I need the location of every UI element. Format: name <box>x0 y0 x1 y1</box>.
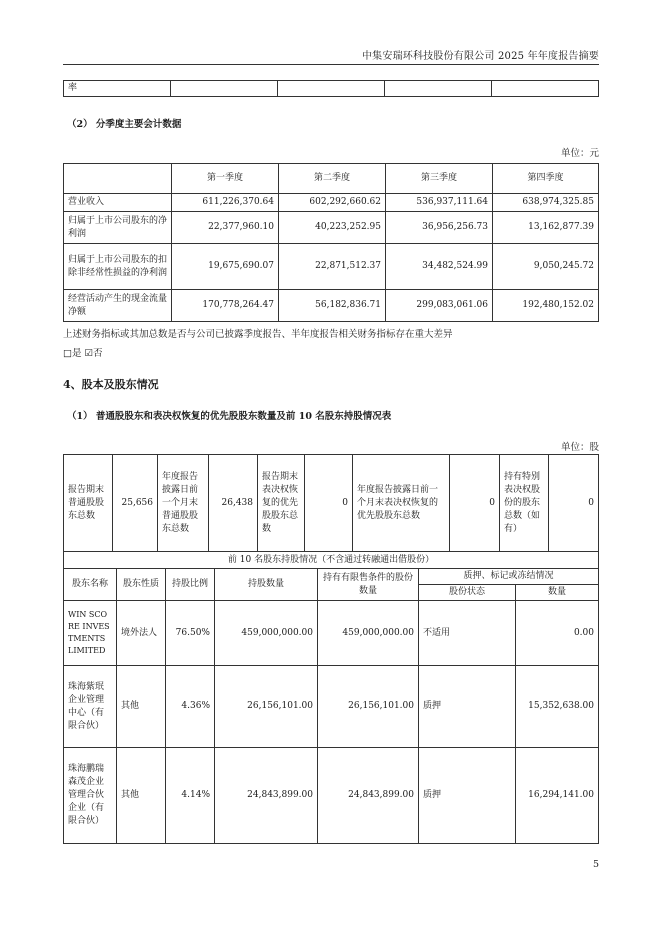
holder-restricted: 459,000,000.00 <box>318 601 419 666</box>
shareholder-summary-table <box>63 454 599 552</box>
col-q4: 第四季度 <box>493 164 599 194</box>
table-row: 经营活动产生的现金流量净额 170,778,264.47 56,182,836.71 299,083,061.06 192,480,152.02 <box>64 290 599 322</box>
holder-pledge-status: 不适用 <box>419 601 516 666</box>
summary-label-3: 报告期末表决权恢复的优先股股东总数 <box>258 455 305 552</box>
col-holding-qty: 持股数量 <box>215 569 318 601</box>
summary-value-4: 0 <box>450 455 500 552</box>
holder-nature: 其他 <box>117 666 166 748</box>
top10-title: 前 10 名股东持股情况（不含通过转融通出借股份） <box>64 552 599 569</box>
table-row <box>64 601 599 666</box>
holder-name: 珠海紫珉企业管理中心（有限合伙） <box>64 666 117 748</box>
col-q2: 第二季度 <box>279 164 386 194</box>
col-holder-nature: 股东性质 <box>117 569 166 601</box>
holder-name: WIN SCORE INVESTMENTS LIMITED <box>64 601 117 666</box>
col-pledge-status: 股份状态 <box>419 585 516 601</box>
holder-pledge-qty: 16,294,141.00 <box>516 748 599 844</box>
summary-label-1: 报告期末普通股股东总数 <box>64 455 113 552</box>
quarterly-unit: 单位：元 <box>560 148 599 159</box>
table-row <box>64 666 599 748</box>
summary-value-1: 25,656 <box>113 455 158 552</box>
table-row <box>64 748 599 844</box>
top10-shareholders-table <box>63 551 599 844</box>
summary-row <box>64 455 599 552</box>
holder-ratio: 76.50% <box>166 601 215 666</box>
summary-label-4: 年度报告披露日前一个月末表决权恢复的优先股股东总数 <box>353 455 450 552</box>
holder-ratio: 4.14% <box>166 748 215 844</box>
holder-nature: 其他 <box>117 748 166 844</box>
holder-ratio: 4.36% <box>166 666 215 748</box>
summary-label-5: 持有特别表决权股份的股东总数（如有） <box>500 455 549 552</box>
holder-restricted: 24,843,899.00 <box>318 748 419 844</box>
quarterly-heading: （2） 分季度主要会计数据 <box>67 119 182 130</box>
shares-subheading: （1） 普通股股东和表决权恢复的优先股股东数量及前 10 名股东持股情况表 <box>67 411 392 422</box>
col-q3: 第三季度 <box>386 164 493 194</box>
summary-value-3: 0 <box>305 455 353 552</box>
quarterly-note: 上述财务指标或其加总数是否与公司已披露季度报告、半年度报告相关财务指标存在重大差异 <box>63 329 453 340</box>
summary-value-2: 26,438 <box>209 455 258 552</box>
holder-qty: 24,843,899.00 <box>215 748 318 844</box>
fragment-label: 率 <box>64 81 171 97</box>
holder-restricted: 26,156,101.00 <box>318 666 419 748</box>
col-pledge-group: 质押、标记或冻结情况 <box>419 569 599 585</box>
quarterly-header-row <box>64 164 599 194</box>
page-header-title: 中集安瑞环科技股份有限公司 2025 年年度报告摘要 <box>361 51 599 62</box>
table-row: 归属于上市公司股东的净利润 22,377,960.10 40,223,252.95 36,956,256.73 13,162,877.39 <box>64 212 599 244</box>
col-pledge-qty: 数量 <box>516 585 599 601</box>
table-row: 营业收入 611,226,370.64 602,292,660.62 536,937,111.64 638,974,325.85 <box>64 194 599 212</box>
col-holder-name: 股东名称 <box>64 569 117 601</box>
holder-qty: 459,000,000.00 <box>215 601 318 666</box>
table-row: 归属于上市公司股东的扣除非经常性损益的净利润 19,675,690.07 22,871,512.37 34,482,524.99 9,050,245.72 <box>64 244 599 290</box>
holder-qty: 26,156,101.00 <box>215 666 318 748</box>
holder-pledge-status: 质押 <box>419 666 516 748</box>
holder-name: 珠海鹏瑞森茂企业管理合伙企业（有限合伙） <box>64 748 117 844</box>
summary-value-5: 0 <box>549 455 599 552</box>
header-rule <box>63 64 599 65</box>
col-holding-ratio: 持股比例 <box>166 569 215 601</box>
col-restricted-qty: 持有有限售条件的股份数量 <box>318 569 419 601</box>
holder-nature: 境外法人 <box>117 601 166 666</box>
holder-pledge-qty: 0.00 <box>516 601 599 666</box>
holder-pledge-status: 质押 <box>419 748 516 844</box>
shares-heading: 4、股本及股东情况 <box>63 378 159 391</box>
difference-choice: □是 ☑否 <box>63 348 103 359</box>
holder-pledge-qty: 15,352,638.00 <box>516 666 599 748</box>
summary-label-2: 年度报告披露日前一个月末普通股股东总数 <box>158 455 209 552</box>
page-number: 5 <box>592 859 599 870</box>
prev-table-fragment <box>63 80 599 97</box>
quarterly-table <box>63 163 599 322</box>
shares-unit: 单位：股 <box>560 442 599 453</box>
col-q1: 第一季度 <box>172 164 279 194</box>
